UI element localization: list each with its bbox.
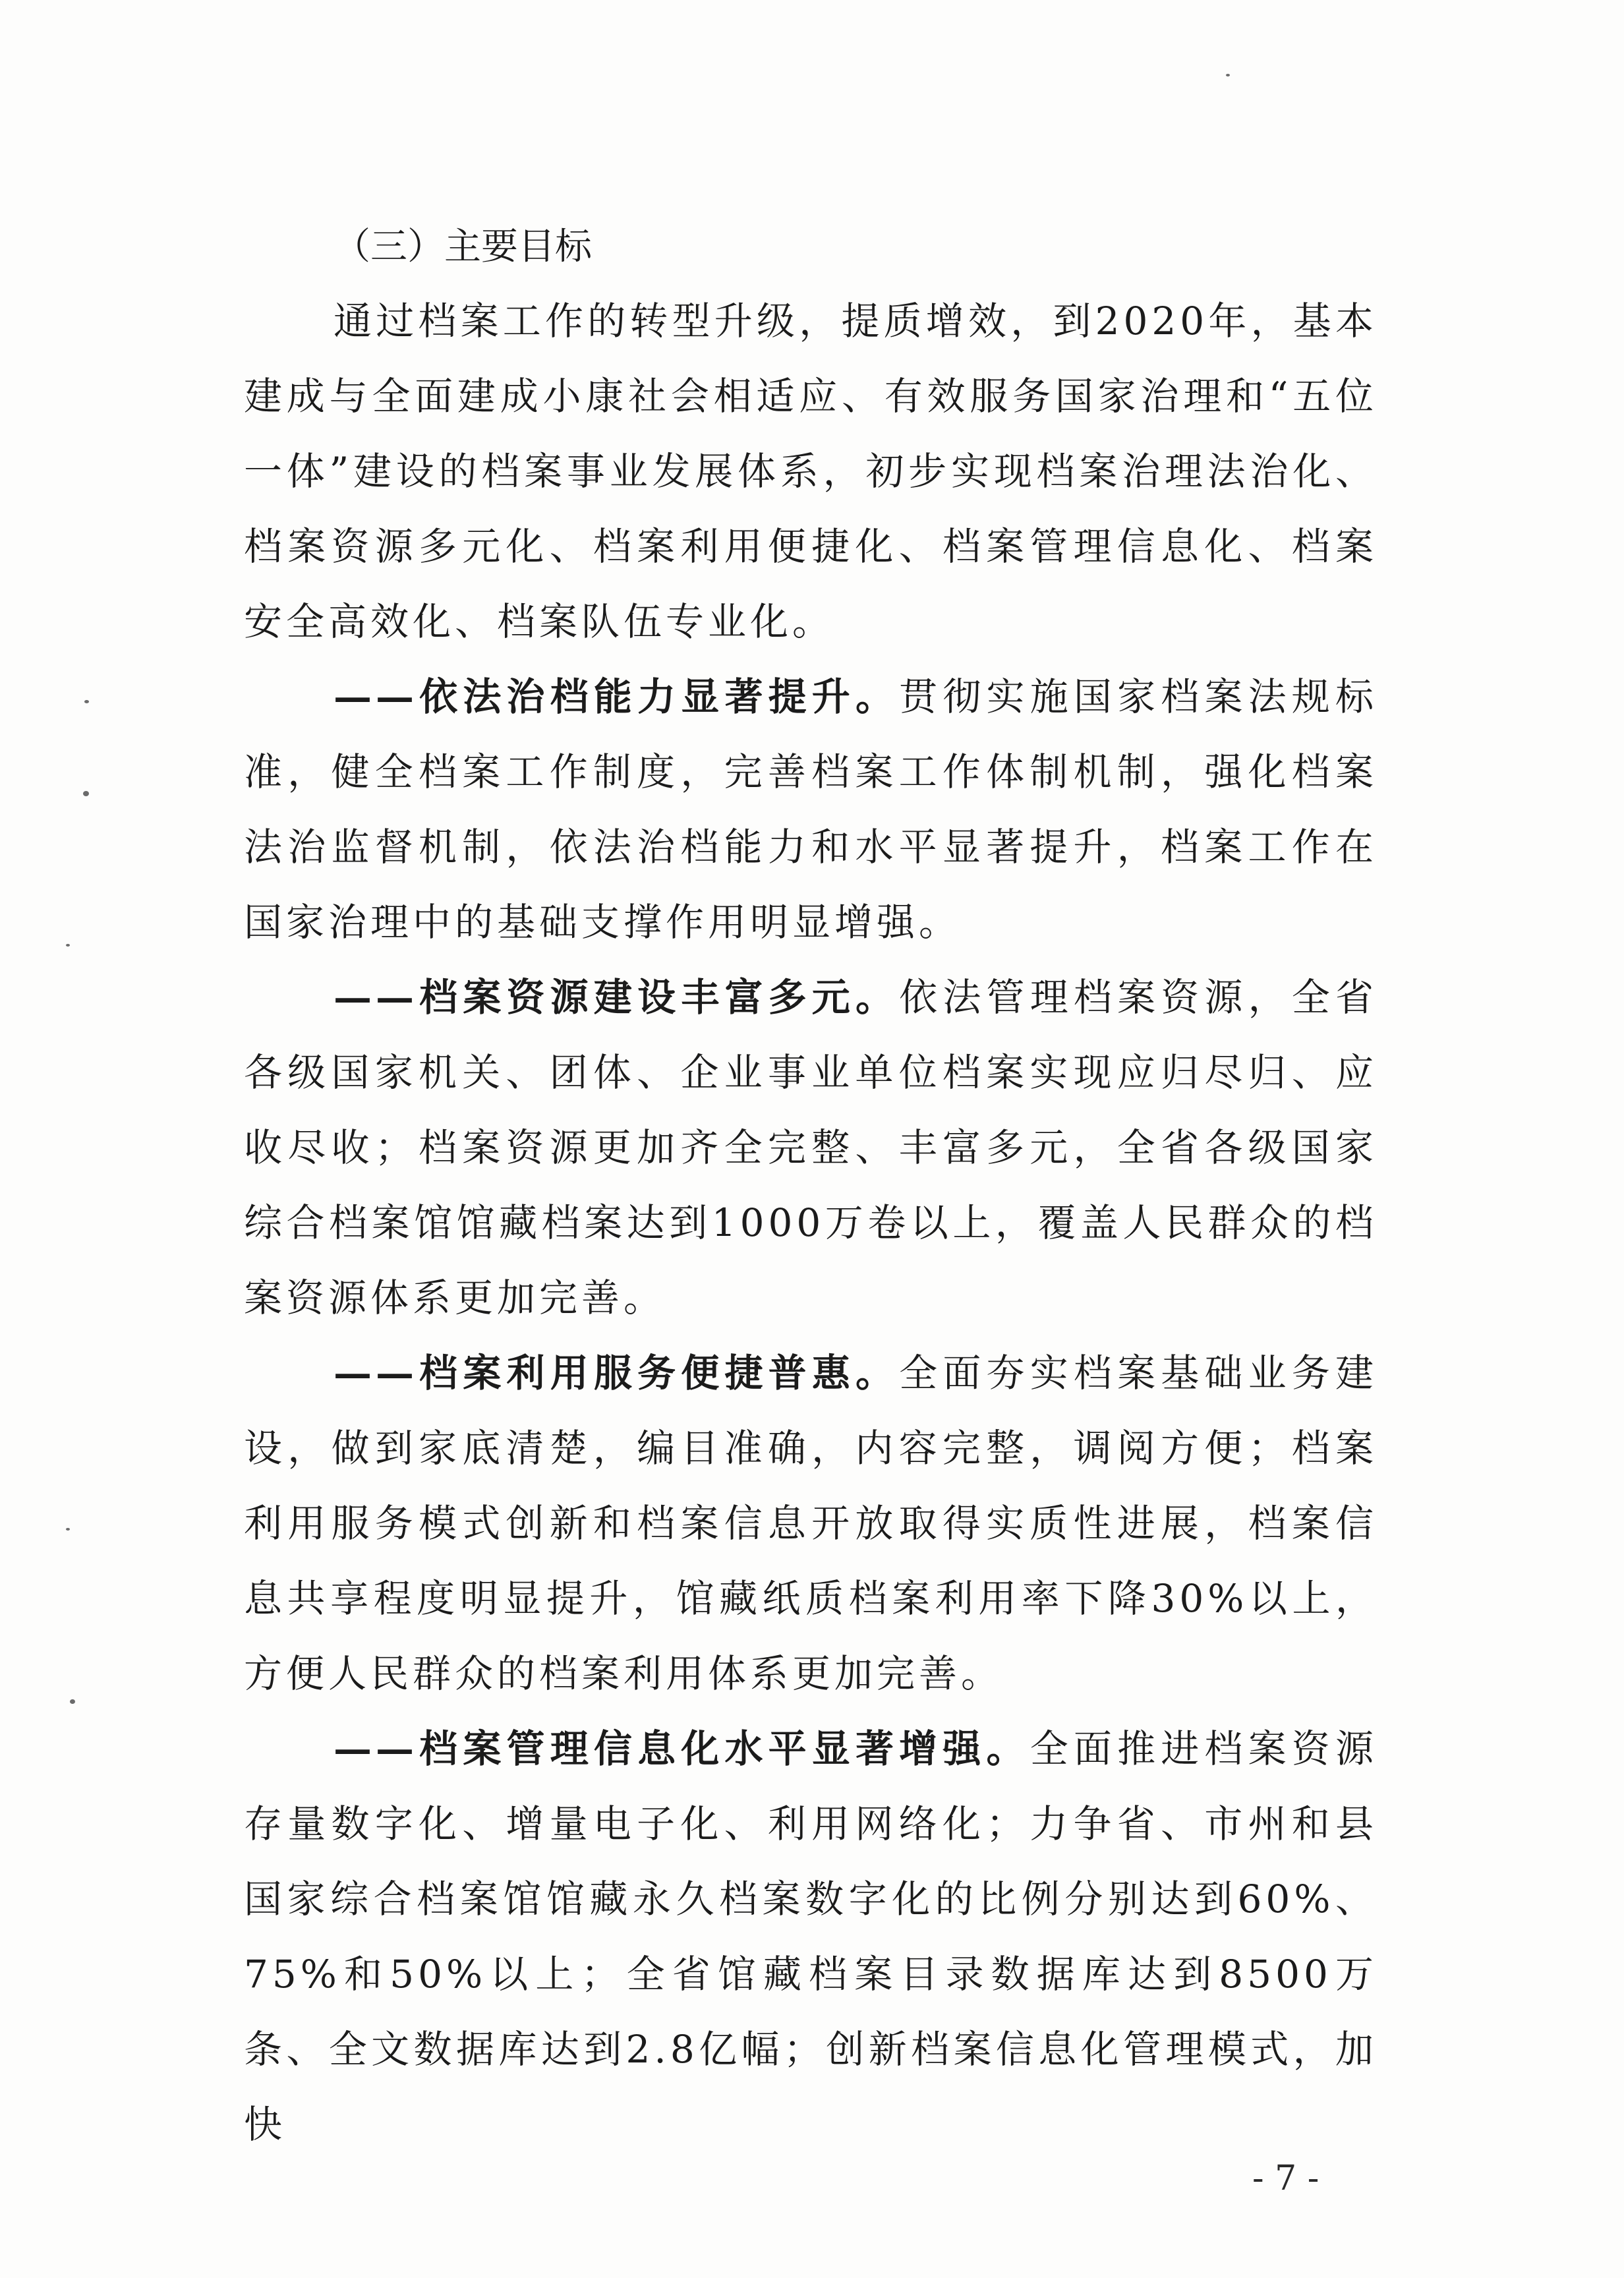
scan-speck bbox=[66, 944, 70, 947]
paragraph-text: 依法管理档案资源，全省各级国家机关、团体、企业事业单位档案实现应归尽归、应收尽收；档案资源更加齐全完整、丰富多元，全省各级国家综合档案馆馆藏档案达到1000万卷以上，覆盖人民群众的档案资源体系更加完善。 bbox=[244, 975, 1378, 1320]
paragraph-rule-of-law bbox=[244, 659, 1378, 960]
paragraph-text: 全面推进档案资源存量数字化、增量电子化、利用网络化；力争省、市州和县国家综合档案馆馆藏永久档案数字化的比例分别达到60%、75%和50%以上；全省馆藏档案目录数据库达到8500万条、全文数据库达到2.8亿幅；创新档案信息化管理模式，加快 bbox=[244, 1726, 1378, 2147]
paragraph-text: 全面夯实档案基础业务建设，做到家底清楚，编目准确，内容完整，调阅方便；档案利用服务模式创新和档案信息开放取得实质性进展，档案信息共享程度明显提升，馆藏纸质档案利用率下降30%以上，方便人民群众的档案利用体系更加完善。 bbox=[244, 1351, 1378, 1696]
paragraph-main-goal bbox=[244, 283, 1378, 659]
paragraph-informatization bbox=[244, 1711, 1378, 2162]
scan-speck bbox=[84, 700, 89, 703]
scan-speck bbox=[66, 1528, 70, 1531]
section-heading: （三）主要目标 bbox=[334, 225, 592, 268]
scan-speck bbox=[70, 1699, 75, 1704]
paragraph-utilization bbox=[244, 1335, 1378, 1711]
scan-speck bbox=[83, 791, 89, 796]
paragraph-lead: ——档案资源建设丰富多元。 bbox=[334, 975, 900, 1020]
scan-speck bbox=[1226, 74, 1230, 76]
paragraph-lead: ——依法治档能力显著提升。 bbox=[334, 674, 900, 719]
page-number: - 7 - bbox=[1252, 2159, 1320, 2198]
paragraph-lead: ——档案管理信息化水平显著增强。 bbox=[334, 1726, 1030, 1771]
paragraph-lead: ——档案利用服务便捷普惠。 bbox=[334, 1351, 900, 1395]
document-body bbox=[244, 211, 1378, 2162]
paragraph-text: 贯彻实施国家档案法规标准，健全档案工作制度，完善档案工作体制机制，强化档案法治监督机制，依法治档能力和水平显著提升，档案工作在国家治理中的基础支撑作用明显增强。 bbox=[244, 674, 1378, 945]
paragraph-resources bbox=[244, 960, 1378, 1335]
paragraph-text: 通过档案工作的转型升级，提质增效，到2020年，基本建成与全面建成小康社会相适应、有效服务国家治理和“五位一体”建设的档案事业发展体系，初步实现档案治理法治化、档案资源多元化、档案利用便捷化、档案管理信息化、档案安全高效化、档案队伍专业化。 bbox=[244, 299, 1378, 644]
